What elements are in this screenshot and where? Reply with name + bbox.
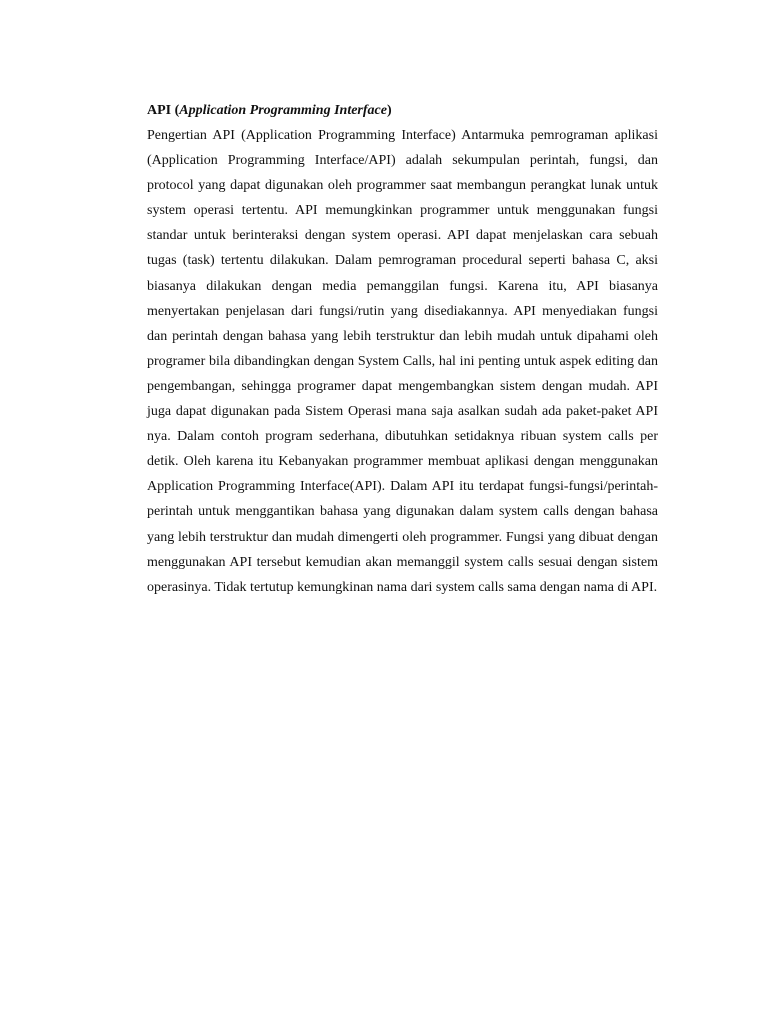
document-content xyxy=(147,98,658,600)
heading-italic: Application Programming Interface xyxy=(179,103,387,118)
heading-suffix: ) xyxy=(386,103,392,118)
body-paragraph: Pengertian API (Application Programming Interface) Antarmuka pemrograman aplikasi (Application Programming Interface/API) adalah sekumpulan perintah, fungsi, dan protocol yang dapat digunakan oleh programmer saat membangun perangkat lunak untuk system operasi tertentu. API memungkinkan programmer untuk menggunakan fungsi standar untuk berinteraksi dengan system operasi. API dapat menjelaskan cara sebuah tugas (task) tertentu dilakukan. Dalam pemrograman procedural seperti bahasa C, aksi biasanya dilakukan dengan media pemanggilan fungsi. Karena itu, API biasanya menyertakan penjelasan dari fungsi/rutin yang disediakannya. API menyediakan fungsi dan perintah dengan bahasa yang lebih terstruktur dan lebih mudah untuk dipahami oleh programer bila dibandingkan dengan System Calls, hal ini penting untuk aspek editing dan pengembangan, sehingga programer dapat mengembangkan sistem dengan mudah. API juga dapat digunakan pada Sistem Operasi mana saja asalkan sudah ada paket-paket API nya. Dalam contoh program sederhana, dibutuhkan setidaknya ribuan system calls per detik. Oleh karena itu Kebanyakan programmer membuat aplikasi dengan menggunakan Application Programming Interface(API). Dalam API itu terdapat fungsi-fungsi/perintah-perintah untuk menggantikan bahasa yang digunakan dalam system calls dengan bahasa yang lebih terstruktur dan mudah dimengerti oleh programmer. Fungsi yang dibuat dengan menggunakan API tersebut kemudian akan memanggil system calls sesuai dengan sistem operasinya. Tidak tertutup kemungkinan nama dari system calls sama dengan nama di API. xyxy=(147,128,658,595)
document-heading xyxy=(147,98,658,123)
heading-prefix: API ( xyxy=(147,103,180,118)
